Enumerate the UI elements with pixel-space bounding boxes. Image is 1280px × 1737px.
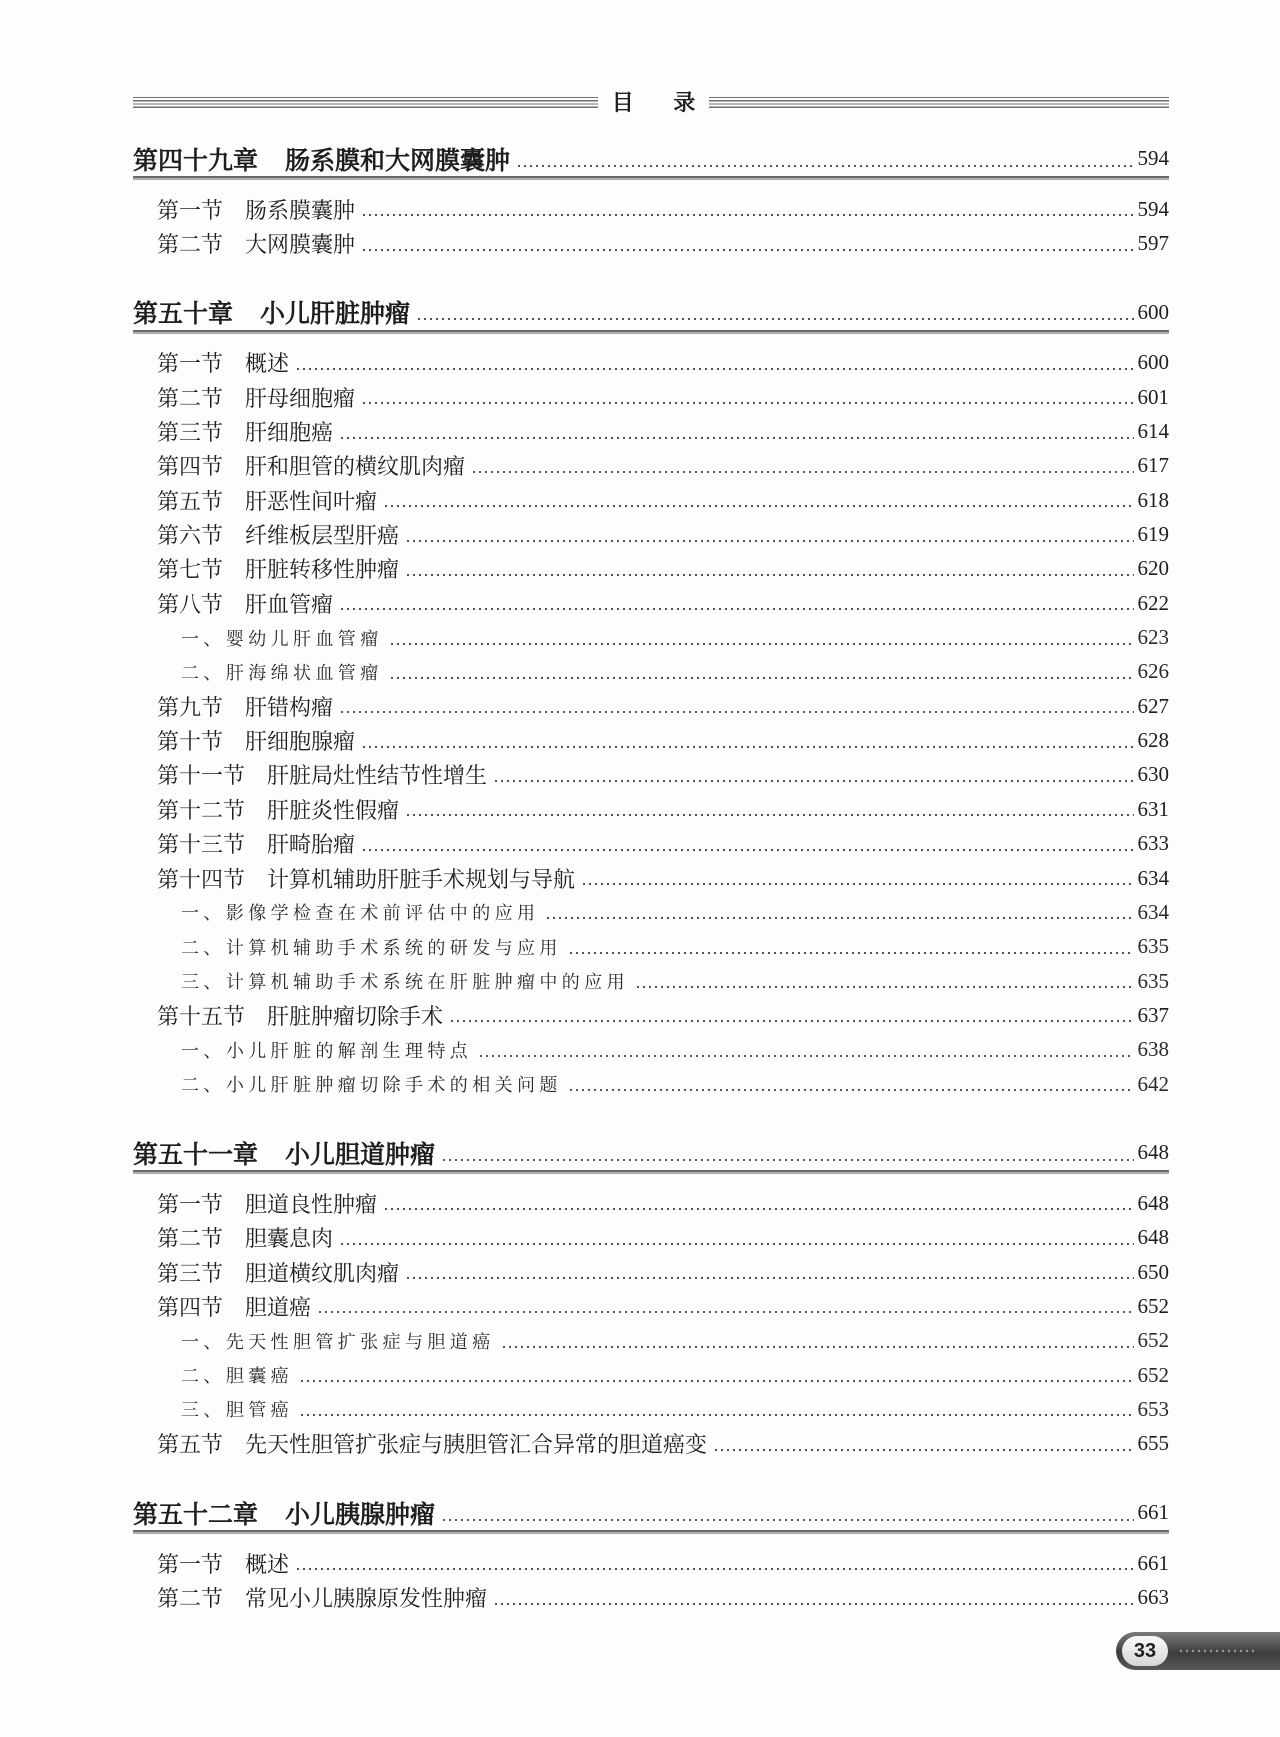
dot-leader (405, 1275, 1133, 1281)
toc-section-entry (133, 414, 1169, 448)
subsection-number: 二、 (181, 1075, 226, 1096)
page-number: 634 (1137, 899, 1169, 924)
header-rule-right (709, 97, 1169, 108)
dot-leader (383, 503, 1133, 509)
toc-section-entry (133, 861, 1169, 895)
chapter-page-number: 600 (1137, 299, 1169, 324)
page-number: 623 (1137, 625, 1169, 650)
dot-leader (389, 675, 1134, 681)
page-number: 617 (1137, 453, 1169, 478)
toc-section-entry (133, 1546, 1169, 1580)
toc-subsection-entry (133, 1033, 1169, 1067)
toc-section-entry (133, 1580, 1169, 1614)
section-title: 常见小儿胰腺原发性肿瘤 (245, 1586, 488, 1612)
chapter-rule (133, 1170, 1169, 1174)
section-number: 第一节 (157, 1191, 224, 1217)
section-title: 肝错构瘤 (245, 694, 334, 720)
subsection-number: 三、 (181, 972, 226, 993)
page-number: 631 (1137, 796, 1169, 821)
chapter-block (133, 1495, 1169, 1615)
section-list (133, 346, 1169, 1102)
section-title: 肝脏炎性假瘤 (267, 797, 400, 823)
toc-section-entry (133, 758, 1169, 792)
page-number: 655 (1137, 1431, 1169, 1456)
section-title: 肝畸胎瘤 (267, 832, 356, 858)
dot-leader (361, 847, 1133, 853)
chapter-title: 小儿胆道肿瘤 (285, 1141, 436, 1169)
dot-leader (405, 572, 1133, 578)
page-number: 638 (1137, 1037, 1169, 1062)
section-title: 肝脏局灶性结节性增生 (267, 763, 488, 789)
chapter-heading (133, 1495, 1169, 1530)
running-header (133, 90, 1169, 116)
page-number: 661 (1137, 1550, 1169, 1575)
toc-section-entry (133, 689, 1169, 723)
dot-leader (545, 915, 1133, 921)
section-title: 肝和胆管的横纹肌肉瘤 (245, 454, 466, 480)
page-number: 652 (1137, 1328, 1169, 1353)
section-title: 胆道横纹肌肉瘤 (245, 1260, 400, 1286)
section-number: 第三节 (157, 420, 224, 446)
dot-leader (441, 1157, 1133, 1163)
section-number: 第十二节 (157, 797, 246, 823)
dot-leader (581, 881, 1133, 887)
subsection-number: 三、 (181, 1400, 226, 1421)
chapter-title: 肠系膜和大网膜囊肿 (285, 147, 511, 175)
toc-subsection-entry (133, 1324, 1169, 1358)
dot-leader (568, 950, 1134, 956)
toc-section-entry (133, 449, 1169, 483)
toc-subsection-entry (133, 1358, 1169, 1392)
section-list (133, 192, 1169, 261)
dot-leader (478, 1053, 1133, 1059)
toc-section-entry (133, 1255, 1169, 1289)
chapter-rule (133, 330, 1169, 334)
section-title: 肝细胞腺瘤 (245, 729, 356, 755)
section-number: 第十节 (157, 729, 224, 755)
chapter-page-number: 661 (1137, 1500, 1169, 1524)
section-number: 第二节 (157, 1226, 224, 1252)
section-number: 第一节 (157, 197, 224, 223)
section-number: 第二节 (157, 385, 224, 411)
table-of-contents (133, 141, 1169, 1615)
section-title: 胆囊息肉 (245, 1226, 334, 1252)
subsection-title: 影像学检查在术前评估中的应用 (225, 903, 540, 924)
dot-leader (713, 1447, 1133, 1453)
section-number: 第二节 (157, 1586, 224, 1612)
section-title: 肝脏肿瘤切除手术 (267, 1003, 444, 1029)
section-number: 第五节 (157, 488, 224, 514)
toc-section-entry (133, 586, 1169, 620)
chapter-heading (133, 295, 1169, 330)
page-number: 650 (1137, 1259, 1169, 1284)
subsection-title: 肝海绵状血管瘤 (225, 662, 383, 683)
section-number: 第七节 (157, 557, 224, 583)
chapter-block (133, 141, 1169, 261)
dot-leader (299, 1378, 1133, 1384)
page-number: 594 (1137, 196, 1169, 221)
page-number: 628 (1137, 728, 1169, 753)
dot-leader (317, 1309, 1133, 1315)
dot-leader (449, 1018, 1133, 1024)
page-number: 663 (1137, 1585, 1169, 1610)
subsection-title: 计算机辅助手术系统在肝脏肿瘤中的应用 (225, 972, 630, 993)
subsection-number: 二、 (181, 937, 226, 958)
badge-decoration (1178, 1649, 1258, 1653)
page-number: 626 (1137, 659, 1169, 684)
chapter-number: 第四十九章 (133, 147, 259, 175)
dot-leader (383, 1206, 1133, 1212)
dot-leader (405, 812, 1133, 818)
section-number: 第十四节 (157, 866, 246, 892)
page-number: 597 (1137, 231, 1169, 256)
page-number: 635 (1137, 934, 1169, 959)
dot-leader (361, 212, 1133, 218)
section-number: 第四节 (157, 454, 224, 480)
page-number: 630 (1137, 762, 1169, 787)
section-number: 第一节 (157, 1551, 224, 1577)
section-title: 肝母细胞瘤 (245, 385, 356, 411)
dot-leader (416, 316, 1133, 322)
section-title: 计算机辅助肝脏手术规划与导航 (267, 866, 576, 892)
subsection-number: 一、 (181, 628, 226, 649)
dot-leader (295, 1566, 1133, 1572)
section-title: 先天性胆管扩张症与胰胆管汇合异常的胆道癌变 (245, 1432, 708, 1458)
page-number: 652 (1137, 1362, 1169, 1387)
dot-leader (516, 163, 1133, 169)
section-number: 第三节 (157, 1260, 224, 1286)
toc-section-entry (133, 998, 1169, 1032)
toc-subsection-entry (133, 655, 1169, 689)
section-number: 第二节 (157, 232, 224, 258)
subsection-title: 先天性胆管扩张症与胆道癌 (225, 1331, 495, 1352)
subsection-title: 胆囊癌 (225, 1366, 294, 1387)
page-number: 648 (1137, 1225, 1169, 1250)
page-number: 635 (1137, 968, 1169, 993)
chapter-number: 第五十一章 (133, 1141, 259, 1169)
page-number: 614 (1137, 419, 1169, 444)
chapter-title: 小儿肝脏肿瘤 (260, 301, 411, 329)
subsection-title: 胆管癌 (225, 1400, 294, 1421)
section-title: 胆道良性肿瘤 (245, 1191, 378, 1217)
section-number: 第一节 (157, 351, 224, 377)
toc-section-entry (133, 552, 1169, 586)
chapter-rule (133, 176, 1169, 180)
dot-leader (295, 366, 1133, 372)
subsection-title: 小儿肝脏肿瘤切除手术的相关问题 (225, 1075, 562, 1096)
dot-leader (339, 709, 1133, 715)
header-title: 目 录 (611, 90, 696, 115)
toc-section-entry (133, 827, 1169, 861)
section-number: 第四节 (157, 1294, 224, 1320)
section-title: 大网膜囊肿 (245, 232, 356, 258)
chapter-block (133, 295, 1169, 1102)
toc-section-entry (133, 792, 1169, 826)
page-number: 642 (1137, 1071, 1169, 1096)
toc-section-entry (133, 380, 1169, 414)
section-number: 第九节 (157, 694, 224, 720)
dot-leader (493, 1601, 1133, 1607)
chapter-rule (133, 1530, 1169, 1534)
toc-subsection-entry (133, 930, 1169, 964)
toc-subsection-entry (133, 620, 1169, 654)
subsection-title: 婴幼儿肝血管瘤 (225, 628, 383, 649)
page-number: 652 (1137, 1293, 1169, 1318)
section-number: 第十三节 (157, 832, 246, 858)
dot-leader (501, 1344, 1134, 1350)
toc-subsection-entry (133, 1392, 1169, 1426)
toc-section-entry (133, 1221, 1169, 1255)
page-number: 622 (1137, 590, 1169, 615)
toc-subsection-entry (133, 1067, 1169, 1101)
dot-leader (635, 984, 1133, 990)
section-title: 概述 (245, 351, 290, 377)
toc-subsection-entry (133, 895, 1169, 929)
dot-leader (361, 400, 1133, 406)
page-number: 618 (1137, 487, 1169, 512)
chapter-block (133, 1135, 1169, 1461)
dot-leader (389, 641, 1134, 647)
toc-section-entry (133, 1289, 1169, 1323)
dot-leader (339, 435, 1133, 441)
page-number: 619 (1137, 522, 1169, 547)
section-title: 肝细胞癌 (245, 420, 334, 446)
toc-section-entry (133, 226, 1169, 260)
dot-leader (471, 469, 1133, 475)
section-number: 第十一节 (157, 763, 246, 789)
page-number: 653 (1137, 1396, 1169, 1421)
section-number: 第十五节 (157, 1003, 246, 1029)
toc-section-entry (133, 1186, 1169, 1220)
subsection-number: 一、 (181, 903, 226, 924)
page-number: 600 (1137, 350, 1169, 375)
dot-leader (493, 778, 1133, 784)
section-list (133, 1546, 1169, 1615)
page-number: 627 (1137, 693, 1169, 718)
section-number: 第八节 (157, 591, 224, 617)
toc-subsection-entry (133, 964, 1169, 998)
toc-section-entry (133, 723, 1169, 757)
toc-section-entry (133, 1427, 1169, 1461)
dot-leader (299, 1412, 1133, 1418)
page-number: 637 (1137, 1002, 1169, 1027)
dot-leader (405, 538, 1133, 544)
subsection-title: 小儿肝脏的解剖生理特点 (225, 1040, 473, 1061)
page-number: 648 (1137, 1190, 1169, 1215)
section-title: 胆道癌 (245, 1294, 312, 1320)
page-number: 634 (1137, 865, 1169, 890)
section-title: 肠系膜囊肿 (245, 197, 356, 223)
dot-leader (568, 1087, 1134, 1093)
subsection-number: 二、 (181, 1366, 226, 1387)
chapter-number: 第五十二章 (133, 1501, 259, 1529)
section-title: 肝血管瘤 (245, 591, 334, 617)
header-rule-left (133, 97, 598, 108)
chapter-page-number: 594 (1137, 146, 1169, 170)
subsection-title: 计算机辅助手术系统的研发与应用 (225, 937, 562, 958)
dot-leader (361, 744, 1133, 750)
page-number: 633 (1137, 831, 1169, 856)
page-number: 601 (1137, 384, 1169, 409)
page-number: 33 (1122, 1636, 1168, 1666)
chapter-heading (133, 1135, 1169, 1170)
page-number: 620 (1137, 556, 1169, 581)
section-title: 肝脏转移性肿瘤 (245, 557, 400, 583)
dot-leader (361, 247, 1133, 253)
section-title: 肝恶性间叶瘤 (245, 488, 378, 514)
chapter-number: 第五十章 (133, 301, 234, 329)
subsection-number: 一、 (181, 1040, 226, 1061)
dot-leader (441, 1517, 1133, 1523)
chapter-heading (133, 141, 1169, 176)
toc-section-entry (133, 192, 1169, 226)
dot-leader (339, 606, 1133, 612)
section-title: 纤维板层型肝癌 (245, 523, 400, 549)
toc-section-entry (133, 346, 1169, 380)
toc-section-entry (133, 483, 1169, 517)
chapter-page-number: 648 (1137, 1140, 1169, 1165)
section-title: 概述 (245, 1551, 290, 1577)
subsection-number: 二、 (181, 662, 226, 683)
dot-leader (339, 1241, 1133, 1247)
section-list (133, 1186, 1169, 1461)
chapter-title: 小儿胰腺肿瘤 (285, 1501, 436, 1529)
section-number: 第五节 (157, 1432, 224, 1458)
section-number: 第六节 (157, 523, 224, 549)
toc-section-entry (133, 517, 1169, 551)
subsection-number: 一、 (181, 1331, 226, 1352)
page-number-badge (1116, 1632, 1280, 1670)
